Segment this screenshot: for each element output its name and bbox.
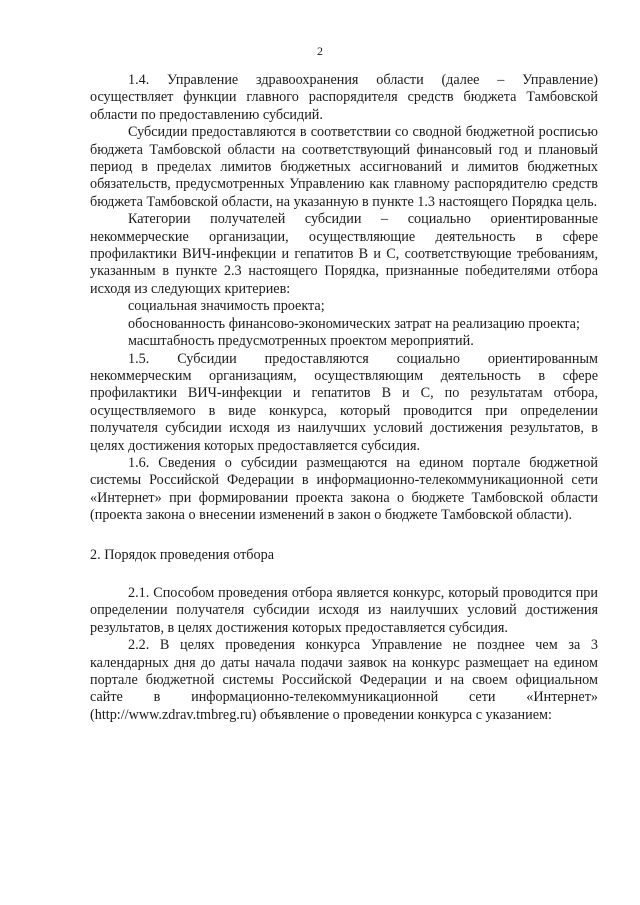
- document-body: [90, 72, 598, 724]
- criterion-scale: масштабность предусмотренных проектом мероприятий.: [128, 333, 474, 350]
- paragraph-1-6: 1.6. Сведения о субсидии размещаются на едином портале бюджетной системы Российской Федерации в информационно-телекоммуникационной сети «Интернет» при формировании проекта закона о бюджете Тамбовской области (проекта закона о внесении изменений в закон о бюджете Тамбовской области).: [90, 454, 598, 524]
- section-heading-2: 2. Порядок проведения отбора: [90, 546, 274, 563]
- criterion-social-significance: социальная значимость проекта;: [128, 298, 325, 315]
- paragraph-subsidies-basis: Субсидии предоставляются в соответствии со сводной бюджетной росписью бюджета Тамбовской области на соответствующий финансовый год и плановый период в пределах лимитов бюджетных ассигнований и лимитов бюджетных обязательств, предусмотренных Управлению как главному распорядителю средств бюджета Тамбовской области, на указанную в пункте 1.3 настоящего Порядка цель.: [90, 124, 598, 210]
- paragraph-1-5: 1.5. Субсидии предоставляются социально ориентированным некоммерческим организациям, осуществляющим деятельность в сфере профилактики ВИЧ-инфекции и гепатитов В и С, по результатам отбора, осуществляемого в виде конкурса, который проводится при определении получателя субсидии исходя из наилучших условий достижения результатов, в целях достижения которых предоставляется субсидия.: [90, 350, 598, 454]
- paragraph-1-4: 1.4. Управление здравоохранения области (далее – Управление) осуществляет функции главного распорядителя средств бюджета Тамбовской области по предоставлению субсидий.: [90, 72, 598, 123]
- paragraph-2-1: 2.1. Способом проведения отбора является конкурс, который проводится при определении получателя субсидии исходя из наилучших условий достижения результатов, в целях достижения которых предоставляется субсидия.: [90, 584, 598, 636]
- criterion-cost-justification: обоснованность финансово-экономических затрат на реализацию проекта;: [128, 315, 580, 332]
- paragraph-recipient-categories: Категории получателей субсидии – социально ориентированные некоммерческие организации, осуществляющие деятельность в сфере профилактики ВИЧ-инфекции и гепатитов В и С, соответствующие требованиям, указанным в пункте 2.3 настоящего Порядка, признанные победителями отбора исходя из следующих критериев:: [90, 211, 598, 297]
- paragraph-2-2: 2.2. В целях проведения конкурса Управление не позднее чем за 3 календарных дня до даты начала подачи заявок на конкурс размещает на едином портале бюджетной системы Российской Федерации и на своем официальном сайте в информационно-телекоммуникационной сети «Интернет» (http://www.zdrav.tmbreg.ru) объявление о проведении конкурса с указанием:: [90, 637, 598, 723]
- page-number: 2: [317, 44, 323, 58]
